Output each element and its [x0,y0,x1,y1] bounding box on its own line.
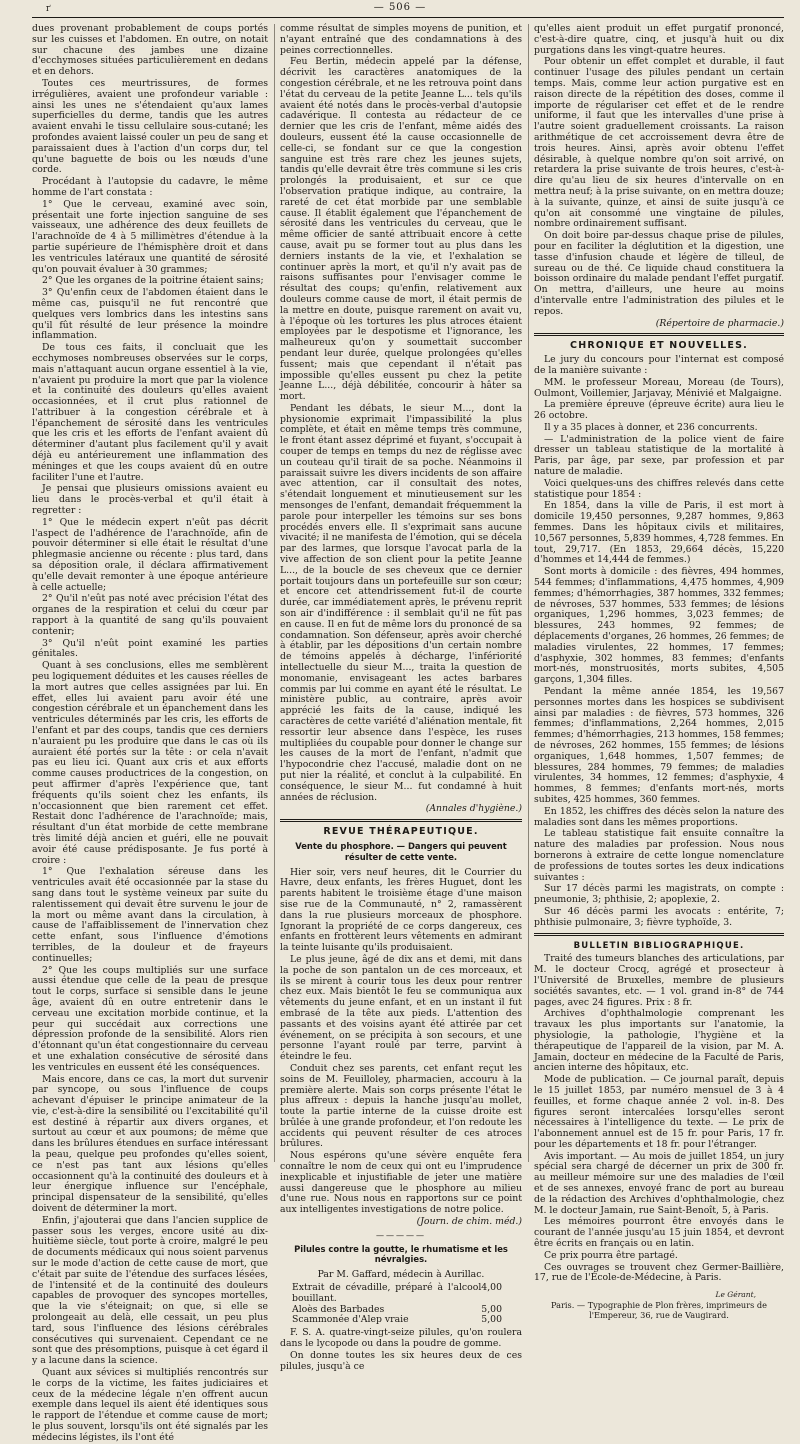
paragraph: MM. le professeur Moreau, Moreau (de Tours), Oulmont, Voillemier, Jarjavay, Ménivié et Malgaigne. [534,376,784,399]
paragraph: Mode de publication. — Ce journal paraît, depuis le 15 juillet 1853, par numéro mensuel de 3 à 4 feuilles, et forme chaque année 2 vol. in-8. Des figures seront intercalées lorsqu'elles seront nécessaires à l'intelligence du texte. — Le prix de l'abonnement annuel est de 15 fr. pour Paris, 17 fr. pour les départements et 18 fr. pour l'étranger. [534,1074,784,1150]
paragraph: Enfin, j'ajouterai que dans l'ancien supplice de passer sous les verges, encore usité au dix-huitième siècle, tout porte à croire, malgré le peu de documents médicaux qui nous soient parvenus sur le mode d'action de cette cause de mort, que c'était par suite de l'étendue des surfaces lésées, de l'intensité et de la continuité des douleurs capables de provoquer des syncopes mortelles, que la vie s'éteignait; on que, si elle se prolongeait au delà, elle cessait, un peu plus tard, sous l'influence des lésions cérébrales consécutives qui survenaient. Cependant ce ne sont que des présomptions, puisque à cet égard il y a lacune dans la science. [32,1214,268,1367]
recipe-author: Par M. Gaffard, médecin à Aurillac. [317,1269,485,1281]
recipe-list [292,1283,522,1326]
paragraph: Procédant à l'autopsie du cadavre, le même homme de l'art constata : [32,176,268,198]
paragraph: Voici quelques-uns des chiffres relevés dans cette statistique pour 1854 : [534,477,784,500]
paragraph: dues provenant probablement de coups portés sur les cuisses et l'abdomen. En outre, on notait sur chacune des jambes une dizaine d'ecchymoses situées particulièrement en dedans et en dehors. [32,23,268,78]
paragraph: Ces ouvrages se trouvent chez Germer-Baillière, 17, rue de l'École-de-Médecine, à Paris. [534,1261,784,1284]
paragraph: comme résultat de simples moyens de punition, et n'ayant entraîné que des condamnations à des peines correctionnelles. [280,23,522,56]
section-rule [280,819,522,822]
quantity: 5,00 [481,1314,502,1326]
paragraph: 1° Que le cerveau, examiné avec soin, présentait une forte injection sanguine de ses vaisseaux, une adhérence des deux feuillets de l'arachnoïde de 4 à 5 millimètres d'étendue à la partie supérieure de l'hémisphère droit et dans les ventricules latéraux une quantité de sérosité qu'on pouvait évaluer à 30 grammes; [32,198,268,275]
column-2 [280,23,522,1372]
paragraph: Sur 46 décès parmi les avocats : entérite, 7; phthisie pulmonaire, 3; fièvre typhoïde, 3. [534,905,784,928]
ingredient: Extrait de cévadille, préparé à l'alcool bouillant. [292,1282,482,1304]
column-divider [274,24,275,1162]
recipe-row [292,1283,522,1305]
paragraph: On doit boire par-dessus chaque prise de pilules, pour en faciliter la déglutition et la digestion, une tasse d'infusion chaude et légère de tilleul, de sureau ou de thé. Ce liquide chaud constituera la boisson ordinaire du malade pendant l'effet purgatif. On mettra, d'ailleurs, une heure au moins d'intervalle entre l'administration des pilules et le repos. [534,230,784,317]
paragraph: 3° Qu'enfin ceux de l'abdomen étaient dans le même cas, puisqu'il ne fut rencontré que quelques vers lombrics dans les intestins sans qu'il fût résulté de leur présence la moindre inflammation. [32,287,268,342]
paragraph: Il y a 35 places à donner, et 236 concurrents. [544,421,758,433]
section-heading: REVUE THÉRAPEUTIQUE. [323,826,479,838]
paragraph: Les mémoires pourront être envoyés dans le courant de l'année jusqu'au 15 juin 1854, et devront être écrits en français ou en latin. [534,1216,784,1250]
ingredient: Scammonée d'Alep vraie [292,1314,409,1326]
paragraph: 2° Que les organes de la poitrine étaient sains; [42,275,264,287]
section-rule [534,333,784,336]
paragraph: On donne toutes les six heures deux de ces pilules, jusqu'à ce [280,1349,522,1372]
paragraph: Nous espérons qu'une sévère enquête fera connaître le nom de ceux qui ont eu l'imprudence inexplicable et injustifiable de jeter une matière aussi dangereuse que le phosphore au milieu d'une rue. Nous nous en rapportons sur ce point aux intelligentes investigations de notre police. [280,1150,522,1216]
paragraph: 2° Qu'il n'eût pas noté avec précision l'état des organes de la respiration et celui du cœur par rapport à la quantité de sang qu'ils pouvaient contenir; [32,593,268,637]
paragraph: De tous ces faits, il concluait que les ecchymoses nombreuses observées sur le corps, mais n'attaquant aucun organe essentiel à la vie, n'avaient pu produire la mort que par la violence et la continuité des douleurs qu'elles avaient occasionnées, et il crut plus rationnel de l'attribuer à la congestion cérébrale et à l'épanchement de sérosité dans les ventricules que les cris et les efforts de l'enfant avaient dû déterminer d'autant plus facilement qu'il y avait déjà eu antérieurement une inflammation des méninges et que les coups avaient dû en outre faciliter l'une et l'autre. [32,342,268,483]
section-subheading [280,841,522,863]
subheading-text: Vente du phosphore. — Dangers qui peuvent résulter de cette vente. [295,840,507,862]
paragraph: Le jury du concours pour l'internat est composé de la manière suivante : [534,354,784,376]
column-3 [534,23,784,1321]
paragraph: Conduit chez ses parents, cet enfant reçut les soins de M. Feuilloley, pharmacien, accouru à la première alerte. Mais son corps présente l'état le plus affreux : depuis la hanche jusqu'au mollet, toute la partie interne de la cuisse droite est brûlée à une grande profondeur, et l'on redoute les accidents qui peuvent résulter de ces atroces brûlures. [280,1062,522,1150]
paragraph: Feu Bertin, médecin appelé par la défense, décrivit les caractères anatomiques de la congestion cérébrale, et ne les retrouva point dans l'état du cerveau de la petite Jeanne L... tels qu'ils avaient été notés dans le procès-verbal d'autopsie cadavérique. Il contesta au rédacteur de ce dernier que les cris de l'enfant, même aidés des douleurs, eussent été la cause occasionnelle de celle-ci, se fondant sur ce que la congestion sanguine est très rare chez les jeunes sujets, tandis qu'elle devrait être très commune si les cris prolongés la produisaient, et sur ce que l'observation pratique indique, au contraire, la rareté de cet état morbide par une semblable cause. Il établit également que l'épanchement de sérosité dans les ventricules du cerveau, que le même officier de santé attribuait encore à cette cause, avait pu se former tout au plus dans les derniers instants de la vie, et l'exhalation se continuer après la mort, et qu'il n'y avait pas de raisons suffisantes pour l'envisager comme le résultat des coups; qu'enfin, relativement aux douleurs comme cause de mort, il était permis de la mettre en doute, puisque rarement on avait vu, à l'époque où les tortures les plus atroces étaient employées par le despotisme et l'ignorance, les malheureux qu'on y soumettait succomber pendant leur durée, quelque prolongées qu'elles fussent; mais que cependant il n'était pas impossible qu'elles eussent pu chez la petite Jeanne L..., déjà débilitée, concourir à hâter sa mort. [280,56,522,403]
paragraph: Toutes ces meurtrissures, de formes irrégulières, avaient une profondeur variable : ainsi les unes ne s'étendaient qu'aux lames superficielles du derme, tandis que les autres avaient envahi le tissu cellulaire sous-cutané; les profondes avaient laissé couler un peu de sang et paraissaient dues à l'action d'un corps dur, tel qu'une baguette de bois ou les nœuds d'une corde. [32,77,268,176]
paragraph: Sont morts à domicile : des fièvres, 494 hommes, 544 femmes; d'inflammations, 4,475 hommes, 4,909 femmes; d'hémorrhagies, 387 hommes, 332 femmes; de névroses, 537 hommes, 533 femmes; de lésions organiques, 1,296 hommes, 3,023 femmes; de blessures, 243 hommes, 92 femmes; de déplacements d'organes, 26 hommes, 26 femmes; de maladies virulentes, 22 hommes, 17 femmes; d'asphyxie, 302 hommes, 83 femmes; d'enfants mort-nés, monstruosités, morts subites, 4,505 garçons, 1,304 filles. [534,566,784,686]
paragraph: Traité des tumeurs blanches des articulations, par M. le docteur Crocq, agrégé et prosecteur à l'Université de Bruxelles, membre de plusieurs sociétés savantes, etc. — 1 vol. grand in-8° de 744 pages, avec 24 figures. Prix : 8 fr. [534,953,784,1008]
paragraph: Avis important. — Au mois de juillet 1854, un jury spécial sera chargé de décerner un prix de 300 fr. au meilleur mémoire sur une des maladies de l'œil et de ses annexes, envoyé franc de port au bureau de la rédaction des Archives d'ophthalmologie, chez M. le docteur Jamain, rue Saint-Benoît, 5, à Paris. [534,1150,784,1216]
paragraph: Pendant la même année 1854, les 19,567 personnes mortes dans les hospices se subdivisent ainsi par maladies : de fièvres, 573 hommes, 326 femmes; d'inflammations, 2,264 hommes, 2,015 femmes; d'hémorrhagies, 213 hommes, 158 femmes; de névroses, 262 hommes, 155 femmes; de lésions organiques, 1,648 hommes, 1,507 femmes; de blessures, 284 hommes, 79 femmes; de maladies virulentes, 34 hommes, 12 femmes; d'asphyxie, 4 hommes, 8 femmes; d'enfants mort-nés, morts subites, 425 hommes, 360 femmes. [534,686,784,805]
paragraph: Pour obtenir un effet complet et durable, il faut continuer l'usage des pilules pendant un certain temps. Mais, comme leur action purgative est en raison directe de la répétition des doses, comme il importe de régulariser cet effet et de le rendre uniforme, il faut que les intervalles d'une prise à l'autre soient graduellement croissants. La raison arithmétique de cet accroissement devra être de trois heures. Ainsi, après avoir obtenu l'effet désirable, à quelque nombre qu'on soit arrivé, on retardera la prise suivante de trois heures, c'est-à-dire qu'au lieu de six heures d'intervalle on en mettra neuf; à la prise suivante, on en mettra douze; à la suivante, quinze, et ainsi de suite jusqu'à ce qu'on ait consommé une vingtaine de pilules, nombre ordinairement suffisant. [534,56,784,230]
top-rule [32,17,784,18]
paragraph: qu'elles aient produit un effet purgatif prononcé, c'est-à-dire quatre, cinq, et jusqu'à huit ou dix purgations dans les vingt-quatre heures. [534,23,784,56]
column-divider [528,24,529,1162]
paragraph: 1° Que l'exhalation séreuse dans les ventricules avait été occasionnée par la stase du sang dans tout le système veineux par suite du ralentissement qui devait être survenu le jour de la mort ou même avant dans la circulation, à cause de l'affaiblissement de l'innervation chez cette enfant, sous l'influence d'émotions terribles, de la douleur et de frayeurs continuelles; [32,866,268,964]
paragraph: — L'administration de la police vient de faire dresser un tableau statistique de la mortalité à Paris, par âge, par sexe, par profession et par nature de maladie. [534,433,784,478]
paragraph: 1° Que le médecin expert n'eût pas décrit l'aspect de l'adhérence de l'arachnoïde, afin de pouvoir déterminer si elle était le résultat d'une phlegmasie ancienne ou récente : plus tard, dans sa déposition orale, il déclara affirmativement qu'elle devait remonter à une époque antérieure à celle actuelle; [32,516,268,593]
paragraph: Quant à ses conclusions, elles me semblèrent peu logiquement déduites et les causes réelles de la mort autres que celles assignées par lui. En effet, elles lui avaient paru avoir été une congestion cérébrale et un épanchement dans les ventricules déterminés par les cris, les efforts de l'enfant et par des coups, tandis que ces derniers n'auraient pu les produire que dans le cas où ils auraient été portés sur la tête : or cela n'avait pas eu lieu ici. Quant aux cris et aux efforts comme causes productrices de la congestion, on peut affirmer d'après l'expérience que, tant fréquents qu'ils soient chez les enfants, ils n'occasionnent que bien rarement cet effet. Restait donc l'adhérence de l'arachnoïde; mais, résultant d'un état morbide de cette membrane très limité déjà ancien et guéri, elle ne pouvait avoir été cause prédisposante. Je fus porté à croire : [32,660,268,866]
quantity: 4,00 [481,1282,502,1294]
paragraph: Hier soir, vers neuf heures, dit le Courrier du Havre, deux enfants, les frères Huguet, dont les parents habitent le troisième étage d'une maison sise rue de la Communauté, n° 2, ramassèrent dans la rue plusieurs morceaux de phosphore. Ignorant la propriété de ce corps dangereux, ces enfants en frottèrent leurs vêtements en admirant la teinte luisante qu'ils produisaient. [280,866,522,954]
page-marker: ґ [46,4,51,14]
paragraph: La première épreuve (épreuve écrite) aura lieu le 26 octobre. [534,399,784,422]
imprint [534,1290,784,1320]
paragraph: 3° Qu'il n'eût point examiné les parties génitales. [32,637,268,660]
source-citation: (Répertoire de pharmacie.) [655,317,784,329]
paragraph: Mais encore, dans ce cas, la mort dut survenir par syncope, ou sous l'influence de coups achevant d'épuiser le principe animateur de la vie, c'est-à-dire la sensibilité ou l'excitabilité qu'il est destiné à répartir aux divers organes, et surtout au cœur et aux poumons; de même que dans les brûlures étendues en surface intéressant la peau, quelque peu profondes qu'elles soient, ce n'est pas tant aux lésions qu'elles occasionnent qu'à la continuité des douleurs et à leur énergique influence sur l'encéphale, principal dispensateur de la sensibilité, qu'elles doivent de déterminer la mort. [32,1073,268,1215]
ornament-divider: ————— [376,1230,426,1240]
paragraph: En 1852, les chiffres des décès selon la nature des maladies sont dans les mêmes proportions. [534,805,784,828]
quantity: 5,00 [481,1303,502,1315]
section-heading: CHRONIQUE ET NOUVELLES. [570,340,748,352]
paragraph: Je pensai que plusieurs omissions avaient eu lieu dans le procès-verbal et qu'il était à regretter : [32,483,268,517]
section-heading: BULLETIN BIBLIOGRAPHIQUE. [573,940,745,951]
source-citation: (Journ. de chim. méd.) [416,1216,522,1228]
paragraph: Quant aux sévices si multipliés rencontrés sur le corps de la victime, les faites judiciaires et ceux de la médecine légale n'en offrent aucun exemple dans lequel ils aient été identiques sous le rapport de l'étendue et comme cause de mort; le plus souvent, lorsqu'ils ont été signalés par les médecins légistes, ils l'ont été [32,1367,268,1443]
ingredient: Aloès des Barbades [292,1303,385,1315]
manager-signature: Le Gérant, [715,1290,756,1300]
paragraph: Pendant les débats, le sieur M..., dont la physionomie exprimait l'impassibilité la plus complète, et était en même temps très commune, le front étant assez déprimé et fuyant, s'occupait à couper de temps en temps du nez de réglisse avec un couteau qu'il tirait de sa poche. Néanmoins il paraissait suivre les divers incidents de son affaire avec attention, car il consultait des notes, s'étendait longuement et minutieusement sur les mensonges de l'enfant, demandait fréquemment la parole pour interpeller les témoins sur ses bons procédés envers elle. Il s'exprimait sans aucune vivacité; il ne manifesta de l'émotion, qui se décela par des larmes, que lorsque l'avocat parla de la vive affection de son client pour la petite Jeanne L..., de la boucle de ses cheveux que ce dernier portait toujours dans un portefeuille sur son cœur; et encore cet attendrissement fut-il de courte durée, car immédiatement après, le prévenu reprit son air d'indifférence : il semblait qu'il ne fût pas en cause. Il en fut de même lors du prononcé de sa condamnation. Son défenseur, après avoir cherché à établir, par les dépositions d'un certain nombre de témoins appelés à décharge, l'infériorité intellectuelle du sieur M..., traita la question de monomanie, envisageant les actes barbares commis par lui comme en ayant été le résultat. Le ministère public, au contraire, après avoir apprécié les faits de la cause, indiqué les caractères de cette variété d'aliénation mentale, fit ressortir leur absence dans l'espèce, les ruses multipliées du coupable pour donner le change sur les causes de la mort de l'enfant, n'admit que l'hypocondrie chez l'accusé, maladie dont on ne put nier la réalité, et conclut à la culpabilité. En conséquence, le sieur M... fut condamné à huit années de réclusion. [280,402,522,803]
paragraph: Ce prix pourra être partagé. [544,1249,678,1261]
paragraph: Sur 17 décès parmi les magistrats, on compte : pneumonie, 3; phthisie, 2; apoplexie, 2. [534,883,784,906]
paragraph: Archives d'ophthalmologie comprenant les travaux les plus importants sur l'anatomie, la physiologie, la pathologie, l'hygiène et la thérapeutique de l'appareil de la vision, par M. A. Jamain, docteur en médecine de la Faculté de Paris, ancien interne des hôpitaux, etc. [534,1008,784,1074]
printer-line: Paris. — Typographie de Plon frères, imprimeurs de l'Empereur, 36, rue de Vaugirard. [550,1300,768,1321]
paragraph: Le tableau statistique fait ensuite connaître la nature des maladies par profession. Nous nous bornerons à extraire de cette longue nomenclature de professions de toutes sortes les deux indications suivantes : [534,828,784,883]
recipe-title [280,1244,522,1266]
column-1 [32,23,268,1443]
paragraph: Le plus jeune, âgé de dix ans et demi, mit dans la poche de son pantalon un de ces morceaux, et ils se mirent à courir tous les deux pour rentrer chez eux. Mais bientôt le feu se communiqua aux vêtements du jeune enfant, et en un instant il fut embrasé de la tête aux pieds. L'attention des passants et des voisins ayant été attirée par cet événement, on se précipita à son secours, et une personne l'ayant roulé par terre, parvint à éteindre le feu. [280,953,522,1063]
paragraph: En 1854, dans la ville de Paris, il est mort à domicile 19,450 personnes, 9,287 hommes, 9,863 femmes. Dans les hôpitaux civils et militaires, 10,567 personnes, 5,839 hommes, 4,728 femmes. En tout, 29,717. (En 1853, 29,664 décès, 15,220 d'hommes et 14,444 de femmes.) [534,500,784,566]
page-number: — 506 — [373,2,427,13]
paragraph: F. S. A. quatre-vingt-seize pilules, qu'on roulera dans le lycopode ou dans la poudre de gomme. [280,1327,522,1350]
section-rule [534,933,784,936]
source-citation: (Annales d'hygiène.) [425,803,522,815]
recipe-row [292,1315,522,1326]
paragraph: 2° Que les coups multipliés sur une surface aussi étendue que celle de la peau de presque tout le corps, surface si sensible dans le jeune âge, avaient dû en outre entretenir dans le cerveau une excitation morbide continue, et la peur qui succédait aux corrections une dépression profonde de la sensibilité. Alors rien d'étonnant qu'un état congestionnaire du cerveau et une exhalation consécutive de sérosité dans les ventricules en eussent été les conséquences. [32,964,268,1073]
recipe-title-text: Pilules contre la goutte, le rhumatisme et les névralgies. [294,1243,508,1265]
